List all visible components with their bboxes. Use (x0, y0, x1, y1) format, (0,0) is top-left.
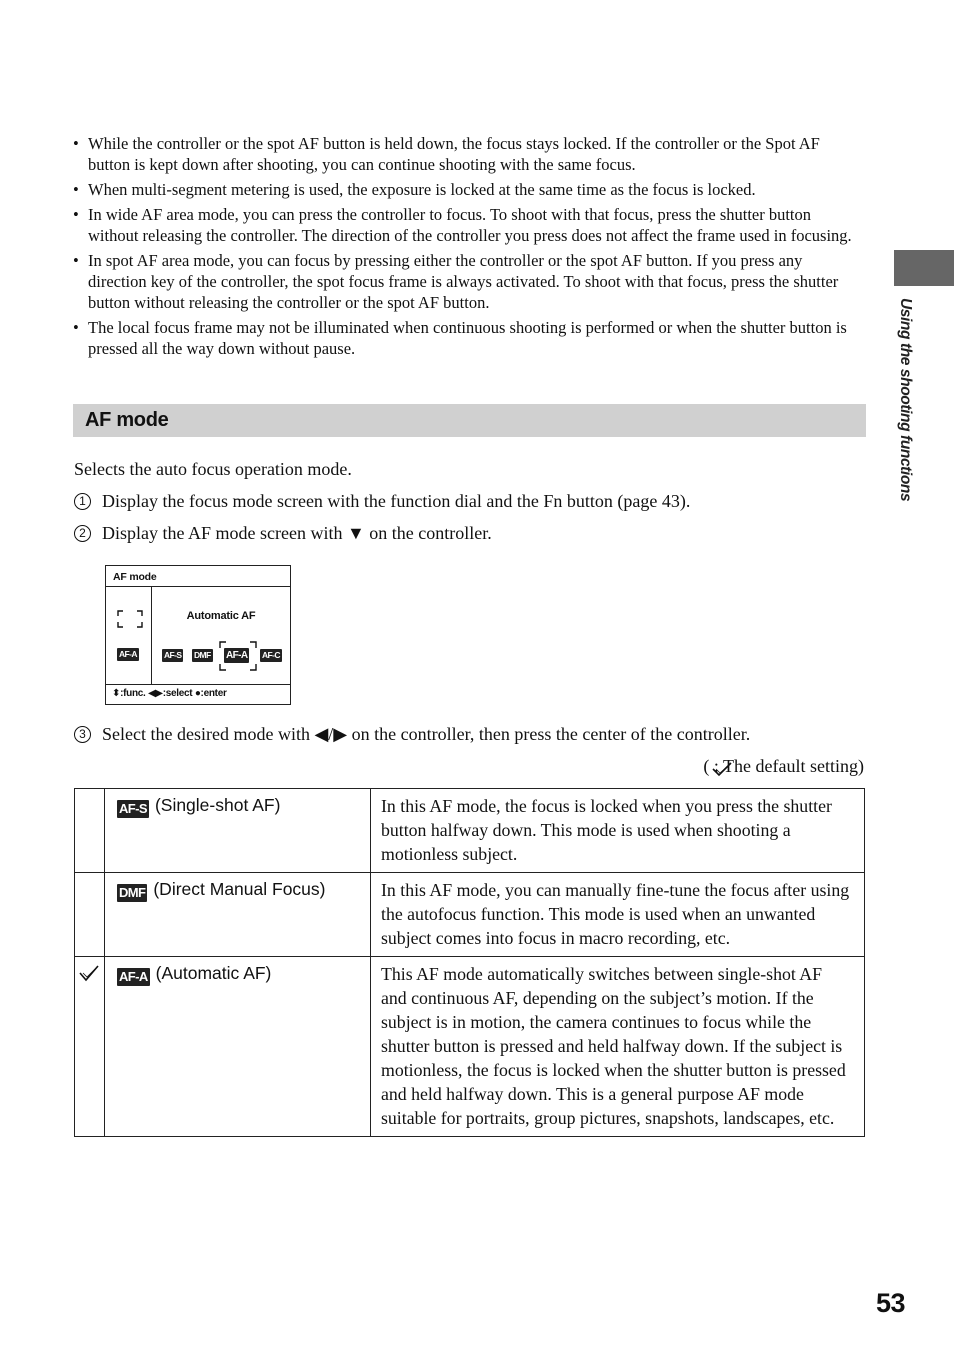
af-s-icon: AF-S (119, 801, 147, 816)
step-number: 1 (74, 493, 91, 510)
table-row (75, 789, 865, 873)
mode-name: (Direct Manual Focus) (153, 879, 326, 899)
step-3 (74, 722, 750, 746)
af-mode-screen-illustration (105, 565, 291, 705)
table-row (75, 957, 865, 1137)
mode-description: In this AF mode, you can manually fine-tune the focus after using the autofocus function. This mode is used when an unwanted subject comes into focus in macro recording, etc. (371, 873, 865, 957)
af-s-icon: AF-S (164, 650, 182, 660)
bullet-item: • In spot AF area mode, you can focus by pressing either the controller or the spot AF button. If you press any direction key of the controller, the spot focus frame is always activated. To shoot with that focus, press the shutter button without releasing the controller or the spot AF button. (73, 250, 865, 313)
step-text: Select the desired mode with ◀/▶ on the controller, then press the center of the controller. (102, 724, 751, 744)
default-note-text: ( : The default setting) (703, 756, 864, 776)
af-a-icon: AF-A (119, 649, 137, 659)
step-number: 2 (74, 525, 91, 542)
default-cell (75, 789, 105, 873)
af-a-icon: AF-A (226, 650, 248, 661)
checkmark-icon (711, 761, 733, 777)
bullet-item: • The local focus frame may not be illuminated when continuous shooting is performed or when the shutter button is pressed all the way down without pause. (73, 317, 865, 359)
selection-bracket-icon (219, 641, 257, 671)
dmf-icon: DMF (194, 650, 211, 660)
default-checkmark-icon (78, 964, 100, 982)
focus-frame-icon (117, 610, 143, 628)
table-row (75, 873, 865, 957)
mode-name-cell (105, 957, 371, 1137)
bullet-item: • When multi-segment metering is used, the exposure is locked at the same time as the focus is locked. (73, 179, 865, 200)
default-setting-note (703, 754, 864, 778)
mode-description: This AF mode automatically switches between single-shot AF and continuous AF, depending on the subject’s motion. If the subject is in motion, the camera continues to focus while the shutter button is pressed and held halfway down. If the subject is motionless, the focus is locked when the shutter button is pressed and held halfway down. This is a general purpose AF mode suitable for portraits, group pictures, snapshots, landscapes, etc. (371, 957, 865, 1137)
screen-current-mode: Automatic AF (186, 610, 256, 622)
bullet-item: • While the controller or the spot AF button is held down, the focus stays locked. If the controller or the Spot AF button is kept down after shooting, you can continue shooting with the same focus. (73, 133, 865, 175)
page-number: 53 (876, 1288, 906, 1318)
step-1 (74, 489, 690, 513)
chapter-label (894, 298, 934, 538)
bullet-item: • In wide AF area mode, you can press the controller to focus. To shoot with that focus, press the shutter button without releasing the controller. The direction of the controller you press does not affect the frame used in focusing. (73, 204, 865, 246)
bullet-list (73, 133, 865, 363)
screen-footer: ⬍:func. ◀▶:select ●:enter (106, 684, 290, 704)
step-number: 3 (74, 726, 91, 743)
chapter-tab (894, 250, 954, 286)
mode-name-cell (105, 873, 371, 957)
af-mode-table (74, 788, 865, 1137)
step-2 (74, 521, 492, 545)
screen-header: AF mode (106, 566, 290, 587)
mode-name: (Automatic AF) (155, 963, 272, 983)
intro-text: Selects the auto focus operation mode. (74, 459, 352, 479)
section-header-bar (73, 404, 866, 437)
default-cell (75, 873, 105, 957)
af-a-icon: AF-A (119, 969, 148, 984)
step-text: Display the focus mode screen with the function dial and the Fn button (page 43). (102, 491, 691, 511)
default-cell (75, 957, 105, 1137)
step-text: Display the AF mode screen with ▼ on the controller. (102, 523, 492, 543)
chapter-label-text: Using the shooting functions (897, 298, 914, 502)
mode-name-cell (105, 789, 371, 873)
dmf-icon: DMF (119, 885, 146, 900)
af-c-icon: AF-C (262, 650, 280, 660)
section-title: AF mode (85, 409, 169, 431)
mode-description: In this AF mode, the focus is locked when you press the shutter button halfway down. This mode is used when shooting a motionless subject. (371, 789, 865, 873)
screen-option-row (160, 648, 290, 668)
mode-name: (Single-shot AF) (154, 795, 281, 815)
screen-left-column (106, 586, 152, 685)
